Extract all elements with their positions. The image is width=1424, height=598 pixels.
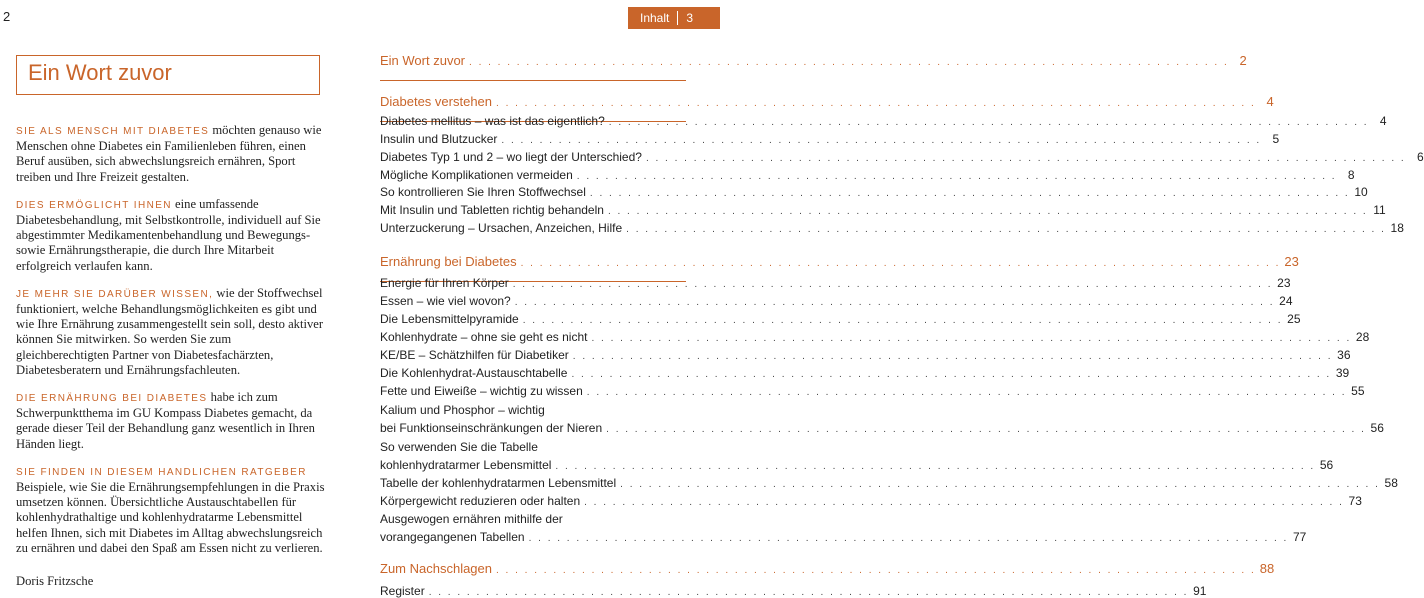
toc-leader-dots: . . . . . . . . . . . . . . . . . . . . . . . . . . . . . . . . . . . . . . . . . . . . . . . . . . . . . . . . . . . . . . . . . . . . . . . . . . . . . . . . bbox=[645, 153, 1406, 164]
toc-entry-title: Diabetes mellitus – was ist das eigentlich? bbox=[380, 114, 605, 128]
paragraph bbox=[16, 390, 326, 452]
toc-entry-title: Fette und Eiweiße – wichtig zu wissen bbox=[380, 384, 583, 398]
toc-leader-dots: . . . . . . . . . . . . . . . . . . . . . . . . . . . . . . . . . . . . . . . . . . . . . . . . . . . . . . . . . . . . . . . . . . . . . . . . . . . . . . . . bbox=[520, 258, 1281, 269]
toc-entry-title: Zum Nachschlagen bbox=[380, 561, 492, 576]
paragraph bbox=[16, 123, 326, 185]
toc-entry bbox=[380, 584, 1207, 598]
toc-leader-dots: . . . . . . . . . . . . . . . . . . . . . . . . . . . . . . . . . . . . . . . . . . . . . . . . . . . . . . . . . . . . . . . . . . . . . . . . . . . . . . . . bbox=[571, 369, 1332, 380]
toc-entry bbox=[380, 494, 1362, 508]
paragraph-body: eine umfassende Diabetesbehandlung, mit Selbstkontrolle, individuell auf Sie abgestimmter Medikamentenbehandlung und Bewegungs- sowie Ernährungstherapie, die durch Ihre Mitarbeit erfolgreich verlaufen kann. bbox=[16, 196, 321, 273]
toc-entry-title: So kontrollieren Sie Ihren Stoffwechsel bbox=[380, 185, 586, 199]
toc-entry bbox=[380, 366, 1350, 380]
toc-leader-dots: . . . . . . . . . . . . . . . . . . . . . . . . . . . . . . . . . . . . . . . . . . . . . . . . . . . . . . . . . . . . . . . . . . . . . . . . . . . . . . . . bbox=[591, 333, 1352, 344]
toc-page-number: 8 bbox=[1347, 168, 1355, 182]
toc-entry-title: Tabelle der kohlenhydratarmen Lebensmittel bbox=[380, 476, 617, 490]
toc-leader-dots: . . . . . . . . . . . . . . . . . . . . . . . . . . . . . . . . . . . . . . . . . . . . . . . . . . . . . . . . . . . . . . . . . . . . . . . . . . . . . . . . bbox=[428, 587, 1189, 598]
toc-entry bbox=[380, 132, 1280, 146]
toc-entry bbox=[380, 403, 686, 417]
toc-leader-dots: . . . . . . . . . . . . . . . . . . . . . . . . . . . . . . . . . . . . . . . . . . . . . . . . . . . . . . . . . . . . . . . . . . . . . . . . . . . . . . . . bbox=[572, 351, 1333, 362]
tab-divider bbox=[677, 11, 678, 25]
toc-entry-title: Ausgewogen ernähren mithilfe der bbox=[380, 512, 563, 526]
toc-page-number: 39 bbox=[1335, 366, 1350, 380]
signature: Doris Fritzsche bbox=[16, 574, 94, 588]
toc-page-number: 4 bbox=[1266, 94, 1274, 109]
toc-page-number: 6 bbox=[1417, 150, 1424, 164]
toc-entry bbox=[380, 348, 1351, 362]
toc-entry-title: Energie für Ihren Körper bbox=[380, 276, 509, 290]
toc-section-heading bbox=[380, 53, 1247, 68]
toc-page-number: 56 bbox=[1319, 458, 1334, 472]
paragraph-lead: DIE ERNÄHRUNG BEI DIABETES bbox=[16, 393, 208, 405]
toc-page-number: 91 bbox=[1193, 584, 1207, 598]
toc-entry-title: Ernährung bei Diabetes bbox=[380, 254, 517, 269]
toc-leader-dots: . . . . . . . . . . . . . . . . . . . . . . . . . . . . . . . . . . . . . . . . . . . . . . . . . . . . . . . . . . . . . . . . . . . . . . . . . . . . . . . . bbox=[469, 57, 1229, 68]
section-rule bbox=[380, 80, 686, 81]
toc-entry-title: Insulin und Blutzucker bbox=[380, 132, 498, 146]
toc-entry bbox=[380, 512, 686, 526]
toc-entry-title: Kalium und Phosphor – wichtig bbox=[380, 403, 545, 417]
toc-entry-title: Essen – wie viel wovon? bbox=[380, 294, 511, 308]
toc-entry-title: vorangegangenen Tabellen bbox=[380, 530, 525, 544]
toc-entry bbox=[380, 440, 686, 454]
paragraph-body: möchten genauso wie Menschen ohne Diabetes ein Familienleben führen, einen Beruf ausüben, sich abwechslungsreich ernähren, Sport treiben und Ihre Freizeit gestalten. bbox=[16, 123, 322, 184]
toc-entry bbox=[380, 221, 1404, 235]
toc-entry bbox=[380, 150, 1424, 164]
toc-entry-title: Diabetes Typ 1 und 2 – wo liegt der Unterschied? bbox=[380, 150, 642, 164]
toc-entry bbox=[380, 384, 1365, 398]
contents-tab-label: Inhalt bbox=[640, 11, 670, 25]
toc-entry bbox=[380, 458, 1334, 472]
toc-page-number: 10 bbox=[1354, 185, 1368, 199]
toc-entry-title: Diabetes verstehen bbox=[380, 94, 493, 109]
paragraph-body: wie der Stoffwechsel funktioniert, welche Behandlungsmöglichkeiten es gibt und wie Ihre Ernährung zusammengestellt sein soll, desto aktiver können Sie mitwirken. So werden Sie zum gleichberechtigten Partner von Diabetesfachärzten, Diabetesberatern und Ernährungsfachleuten. bbox=[16, 285, 324, 377]
toc-page-number: 77 bbox=[1292, 530, 1307, 544]
toc-leader-dots: . . . . . . . . . . . . . . . . . . . . . . . . . . . . . . . . . . . . . . . . . . . . . . . . . . . . . . . . . . . . . . . . . . . . . . . . . . . . . . . . bbox=[528, 533, 1289, 544]
paragraph-body: habe ich zum Schwerpunktthema im GU Kompass Diabetes gemacht, da gerade dieser Teil der Behandlung ganz wesentlich in Ihren Händen liegt. bbox=[16, 390, 315, 451]
toc-page-number: 11 bbox=[1373, 203, 1386, 217]
toc-page-number: 4 bbox=[1379, 114, 1387, 128]
toc-entry bbox=[380, 185, 1368, 199]
toc-entry-title: Ein Wort zuvor bbox=[380, 53, 466, 68]
title-box bbox=[16, 55, 320, 95]
toc-page-number: 5 bbox=[1272, 132, 1280, 146]
toc-leader-dots: . . . . . . . . . . . . . . . . . . . . . . . . . . . . . . . . . . . . . . . . . . . . . . . . . . . . . . . . . . . . . . . . . . . . . . . . . . . . . . . . bbox=[584, 497, 1344, 508]
left-page-number: 2 bbox=[3, 9, 11, 24]
toc-entry bbox=[380, 294, 1293, 308]
paragraph bbox=[16, 286, 326, 378]
toc-leader-dots: . . . . . . . . . . . . . . . . . . . . . . . . . . . . . . . . . . . . . . . . . . . . . . . . . . . . . . . . . . . . . . . . . . . . . . . . . . . . . . . . bbox=[576, 171, 1337, 182]
contents-header-tab bbox=[628, 7, 720, 29]
toc-leader-dots: . . . . . . . . . . . . . . . . . . . . . . . . . . . . . . . . . . . . . . . . . . . . . . . . . . . . . . . . . . . . . . . . . . . . . . . . . . . . . . . . bbox=[626, 224, 1386, 235]
toc-section-heading bbox=[380, 254, 1299, 269]
toc-leader-dots: . . . . . . . . . . . . . . . . . . . . . . . . . . . . . . . . . . . . . . . . . . . . . . . . . . . . . . . . . . . . . . . . . . . . . . . . . . . . . . . . bbox=[512, 279, 1273, 290]
toc-leader-dots: . . . . . . . . . . . . . . . . . . . . . . . . . . . . . . . . . . . . . . . . . . . . . . . . . . . . . . . . . . . . . . . . . . . . . . . . . . . . . . . . bbox=[501, 135, 1262, 146]
toc-page-number: 55 bbox=[1351, 384, 1365, 398]
toc-leader-dots: . . . . . . . . . . . . . . . . . . . . . . . . . . . . . . . . . . . . . . . . . . . . . . . . . . . . . . . . . . . . . . . . . . . . . . . . . . . . . . . . bbox=[589, 188, 1350, 199]
toc-leader-dots: . . . . . . . . . . . . . . . . . . . . . . . . . . . . . . . . . . . . . . . . . . . . . . . . . . . . . . . . . . . . . . . . . . . . . . . . . . . . . . . . bbox=[607, 206, 1368, 217]
paragraph bbox=[16, 197, 326, 274]
paragraph-lead: SIE ALS MENSCH MIT DIABETES bbox=[16, 126, 210, 137]
toc-entry-title: So verwenden Sie die Tabelle bbox=[380, 440, 538, 454]
toc-page-number: 58 bbox=[1384, 476, 1398, 490]
toc-entry-title: Kohlenhydrate – ohne sie geht es nicht bbox=[380, 330, 588, 344]
toc-entry-title: Die Lebensmittelpyramide bbox=[380, 312, 519, 326]
paragraph bbox=[16, 464, 326, 556]
right-page-number: 3 bbox=[686, 11, 694, 25]
toc-leader-dots: . . . . . . . . . . . . . . . . . . . . . . . . . . . . . . . . . . . . . . . . . . . . . . . . . . . . . . . . . . . . . . . . . . . . . . . . . . . . . . . . bbox=[555, 461, 1316, 472]
toc-page-number: 73 bbox=[1348, 494, 1362, 508]
toc-page-number: 88 bbox=[1259, 561, 1275, 576]
paragraph-lead: JE MEHR SIE DARÜBER WISSEN, bbox=[16, 288, 214, 300]
foreword-text bbox=[16, 123, 326, 568]
toc-entry bbox=[380, 168, 1355, 182]
toc-entry-title: bei Funktionseinschränkungen der Nieren bbox=[380, 421, 603, 435]
toc-entry bbox=[380, 312, 1301, 326]
toc-leader-dots: . . . . . . . . . . . . . . . . . . . . . . . . . . . . . . . . . . . . . . . . . . . . . . . . . . . . . . . . . . . . . . . . . . . . . . . . . . . . . . . . bbox=[496, 98, 1256, 109]
toc-page-number: 24 bbox=[1279, 294, 1293, 308]
toc-entry bbox=[380, 421, 1384, 435]
toc-page-number: 23 bbox=[1277, 276, 1291, 290]
toc-entry-title: Mit Insulin und Tabletten richtig behandeln bbox=[380, 203, 604, 217]
toc-entry-title: kohlenhydratarmer Lebensmittel bbox=[380, 458, 552, 472]
toc-section-heading bbox=[380, 561, 1275, 576]
toc-entry bbox=[380, 203, 1386, 217]
toc-page-number: 18 bbox=[1390, 221, 1404, 235]
toc-leader-dots: . . . . . . . . . . . . . . . . . . . . . . . . . . . . . . . . . . . . . . . . . . . . . . . . . . . . . . . . . . . . . . . . . . . . . . . . . . . . . . . . bbox=[522, 315, 1283, 326]
toc-entry bbox=[380, 114, 1387, 128]
paragraph-body: Beispiele, wie Sie die Ernährungsempfehlungen in die Praxis umsetzen können. Übersichtliche Austauschtabellen für kohlenhydrathaltige und kohlenhydratarme Lebensmittel helfen Ihnen, sich mit Diabetes im Alltag abwechslungsreich zu ernähren und dabei den Spaß am Essen nicht zu verlieren. bbox=[16, 480, 325, 555]
toc-entry-title: Körpergewicht reduzieren oder halten bbox=[380, 494, 581, 508]
toc-leader-dots: . . . . . . . . . . . . . . . . . . . . . . . . . . . . . . . . . . . . . . . . . . . . . . . . . . . . . . . . . . . . . . . . . . . . . . . . . . . . . . . . bbox=[606, 424, 1366, 435]
toc-leader-dots: . . . . . . . . . . . . . . . . . . . . . . . . . . . . . . . . . . . . . . . . . . . . . . . . . . . . . . . . . . . . . . . . . . . . . . . . . . . . . . . . bbox=[586, 387, 1347, 398]
toc-page-number: 2 bbox=[1239, 53, 1247, 68]
toc-entry-title: Mögliche Komplikationen vermeiden bbox=[380, 168, 573, 182]
toc-leader-dots: . . . . . . . . . . . . . . . . . . . . . . . . . . . . . . . . . . . . . . . . . . . . . . . . . . . . . . . . . . . . . . . . . . . . . . . . . . . . . . . . bbox=[496, 565, 1256, 576]
page-title: Ein Wort zuvor bbox=[28, 60, 172, 85]
toc-entry-title: KE/BE – Schätzhilfen für Diabetiker bbox=[380, 348, 569, 362]
toc-entry-title: Die Kohlenhydrat-Austauschtabelle bbox=[380, 366, 568, 380]
paragraph-lead: DIES ERMÖGLICHT IHNEN bbox=[16, 199, 172, 211]
toc-entry bbox=[380, 476, 1398, 490]
toc-page-number: 56 bbox=[1370, 421, 1384, 435]
toc-section-heading bbox=[380, 94, 1274, 109]
paragraph-lead: SIE FINDEN IN DIESEM HANDLICHEN RATGEBER bbox=[16, 466, 307, 478]
toc-entry bbox=[380, 530, 1307, 544]
toc-page-number: 25 bbox=[1287, 312, 1301, 326]
toc-entry bbox=[380, 276, 1291, 290]
toc-entry-title: Register bbox=[380, 584, 425, 598]
toc-entry bbox=[380, 330, 1370, 344]
toc-entry-title: Unterzuckerung – Ursachen, Anzeichen, Hilfe bbox=[380, 221, 623, 235]
toc-leader-dots: . . . . . . . . . . . . . . . . . . . . . . . . . . . . . . . . . . . . . . . . . . . . . . . . . . . . . . . . . . . . . . . . . . . . . . . . . . . . . . . . bbox=[514, 297, 1275, 308]
toc-leader-dots: . . . . . . . . . . . . . . . . . . . . . . . . . . . . . . . . . . . . . . . . . . . . . . . . . . . . . . . . . . . . . . . . . . . . . . . . . . . . . . . . bbox=[608, 117, 1369, 128]
toc-page-number: 28 bbox=[1355, 330, 1370, 344]
toc-page-number: 23 bbox=[1284, 254, 1299, 269]
toc-page-number: 36 bbox=[1337, 348, 1351, 362]
toc-leader-dots: . . . . . . . . . . . . . . . . . . . . . . . . . . . . . . . . . . . . . . . . . . . . . . . . . . . . . . . . . . . . . . . . . . . . . . . . . . . . . . . . bbox=[620, 479, 1380, 490]
